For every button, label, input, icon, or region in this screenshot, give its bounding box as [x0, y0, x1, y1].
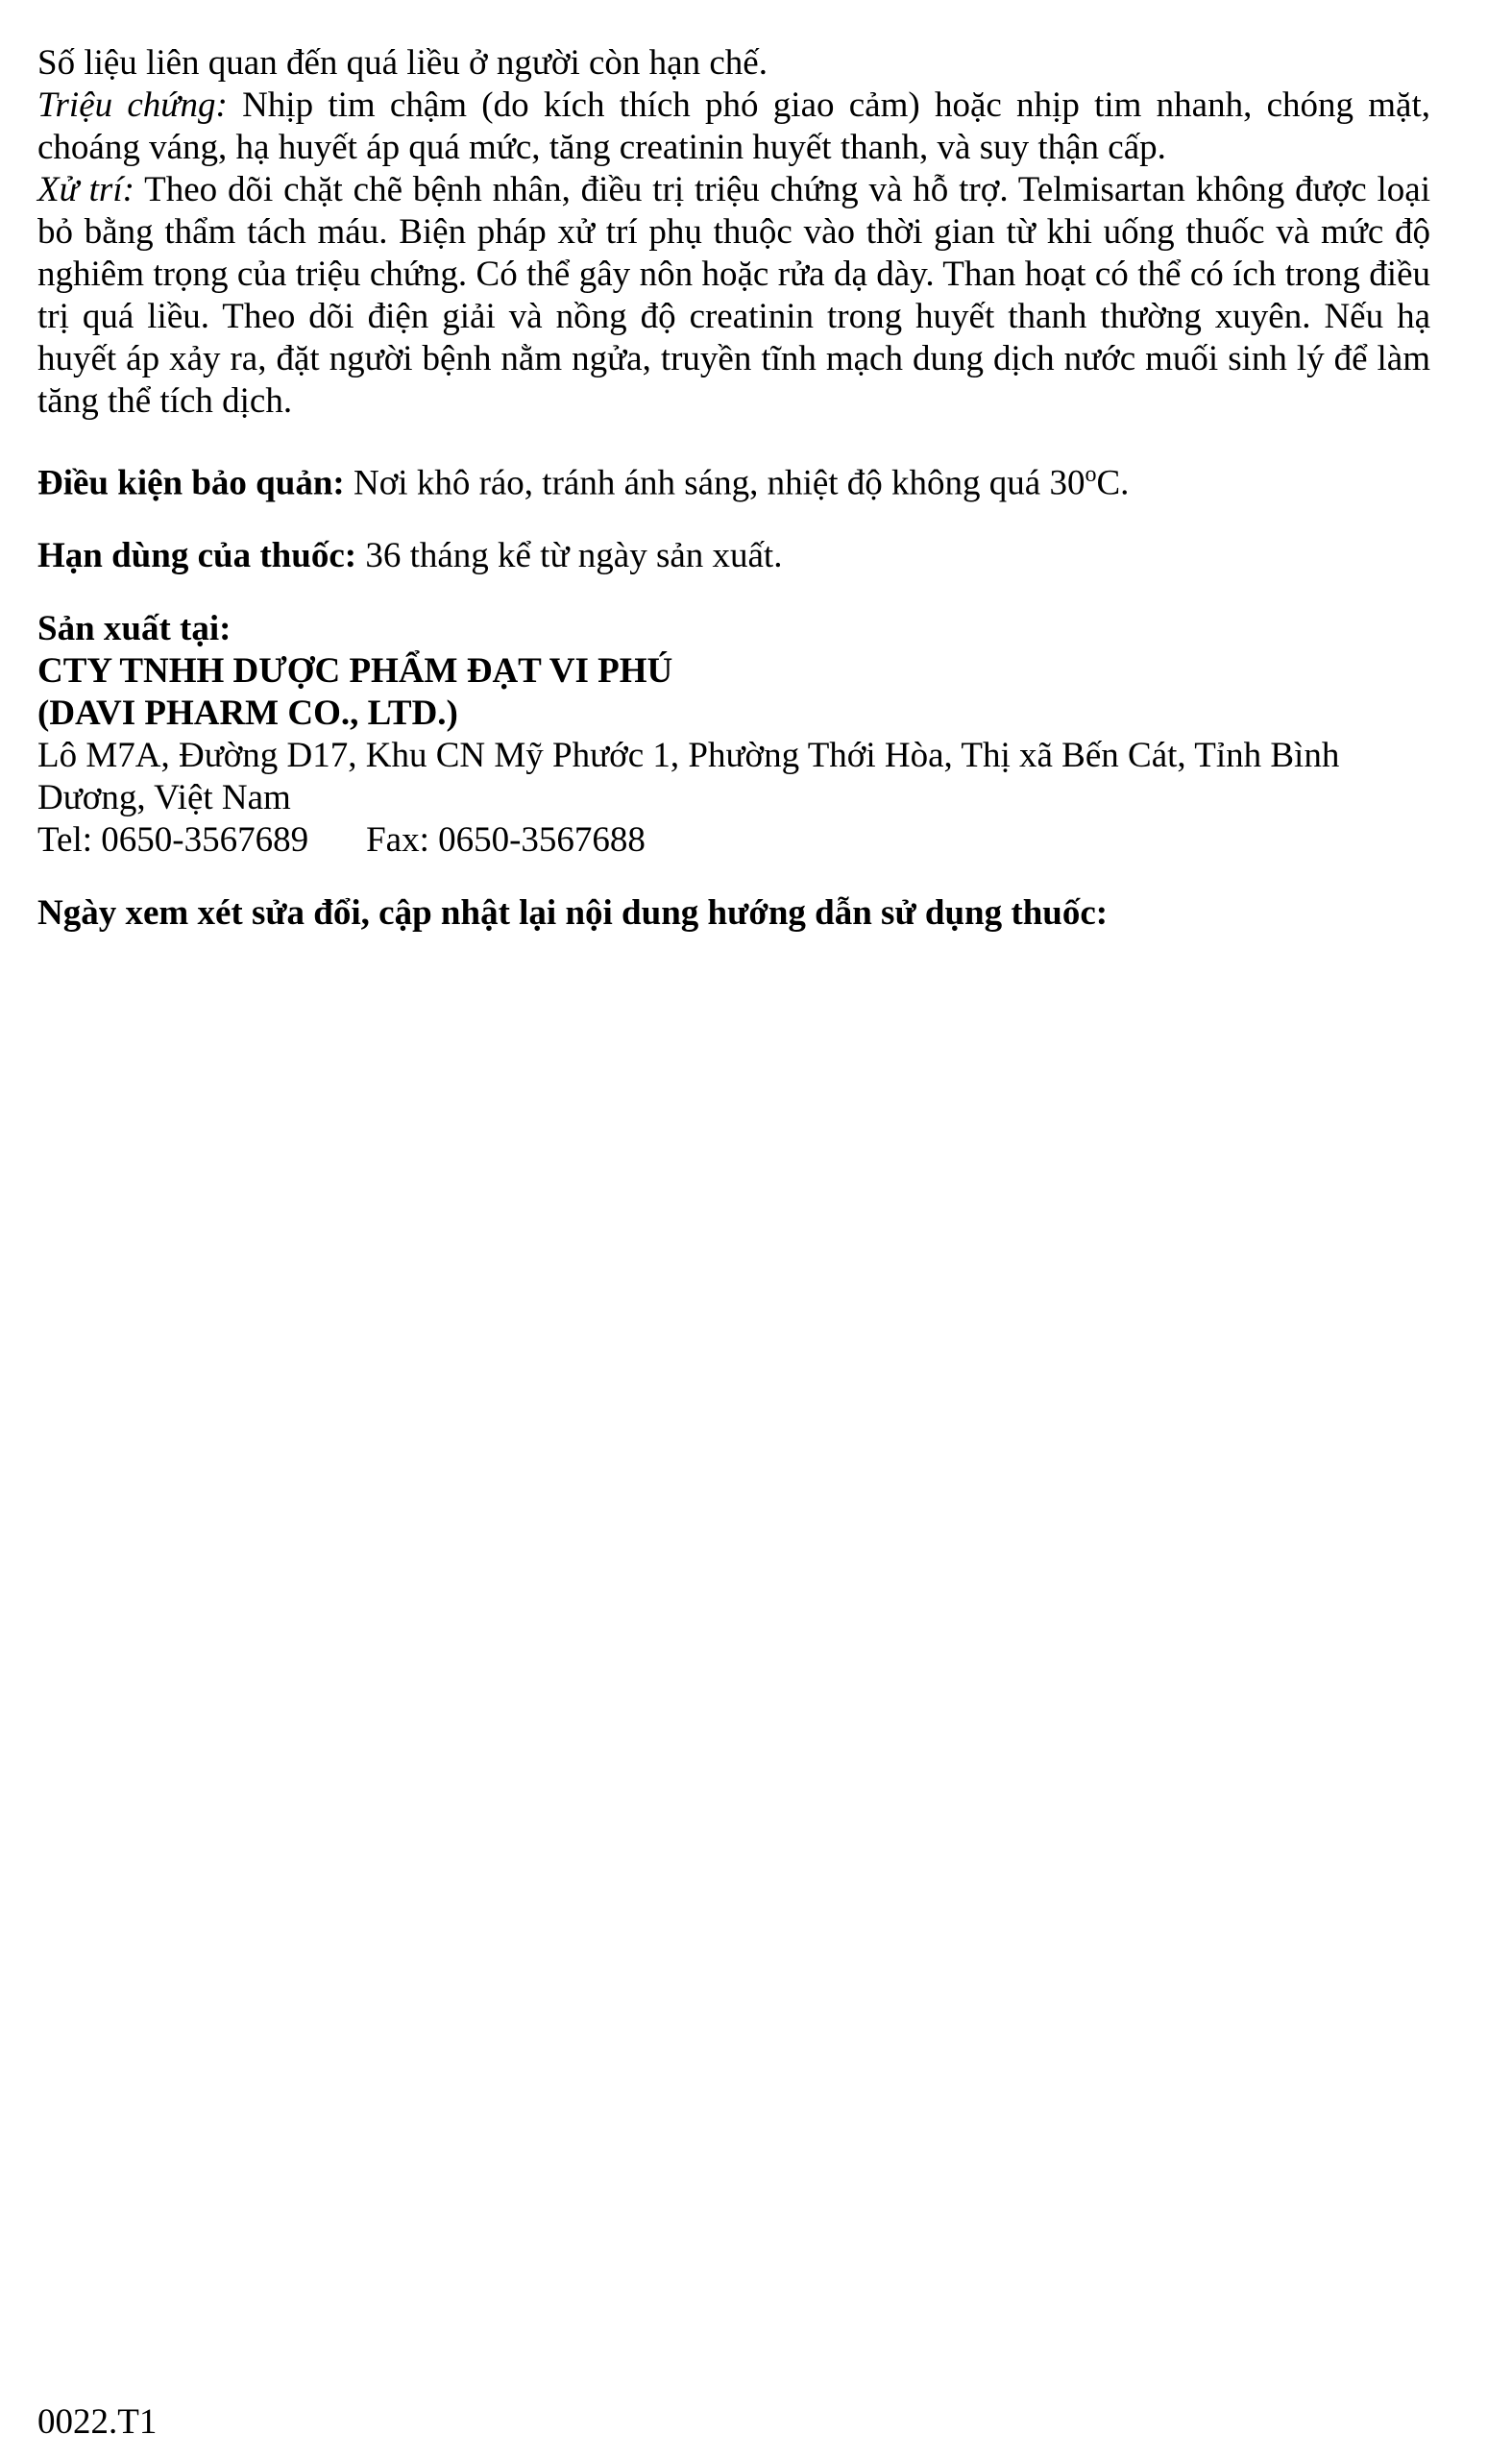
manufacturer-name-vi: CTY TNHH DƯỢC PHẨM ĐẠT VI PHÚ	[37, 651, 673, 692]
storage-unit: C.	[1096, 463, 1130, 503]
document-code: 0022.T1	[37, 2402, 158, 2442]
storage-text: Nơi khô ráo, tránh ánh sáng, nhiệt độ không quá 30	[344, 463, 1085, 503]
treatment-text: Theo dõi chặt chẽ bệnh nhân, điều trị triệu chứng và hỗ trợ. Telmisartan không được loại bỏ bằng thẩm tách máu. Biện pháp xử trí phụ thuộc vào thời gian từ khi uống thuốc và mức độ nghiêm trọng của triệu chứng. Có thể gây nôn hoặc rửa dạ dày. Than hoạt có thể có ích trong điều trị quá liều. Theo dõi điện giải và nồng độ creatinin trong huyết thanh thường xuyên. Nếu hạ huyết áp xảy ra, đặt người bệnh nằm ngửa, truyền tĩnh mạch dung dịch nước muối sinh lý để làm tăng thể tích dịch.	[37, 170, 1431, 421]
overdose-treatment	[37, 169, 1430, 423]
overdose-intro: Số liệu liên quan đến quá liều ở người còn hạn chế.	[37, 43, 768, 83]
overdose-symptoms	[37, 85, 1430, 169]
shelf-life-label: Hạn dùng của thuốc:	[37, 536, 357, 576]
storage-degree: o	[1085, 462, 1097, 487]
storage-conditions	[37, 453, 1430, 504]
symptoms-label: Triệu chứng:	[37, 85, 228, 125]
symptoms-text: Nhịp tim chậm (do kích thích phó giao cảm) hoặc nhịp tim nhanh, chóng mặt, choáng váng, hạ huyết áp quá mức, tăng creatinin huyết thanh, và suy thận cấp.	[37, 85, 1430, 167]
document-body	[37, 42, 1430, 935]
revision-date-label: Ngày xem xét sửa đổi, cập nhật lại nội dung hướng dẫn sử dụng thuốc:	[37, 893, 1109, 934]
manufacturer-tel: Tel: 0650-3567689	[37, 820, 309, 861]
shelf-life-text: 36 tháng kể từ ngày sản xuất.	[356, 536, 783, 576]
storage-label: Điều kiện bảo quản:	[37, 463, 345, 503]
shelf-life	[37, 535, 1430, 577]
manufacturer-address: Lô M7A, Đường D17, Khu CN Mỹ Phước 1, Phường Thới Hòa, Thị xã Bến Cát, Tỉnh Bình Dương, Việt Nam	[37, 736, 1340, 818]
manufacturer-contact	[37, 819, 1430, 862]
treatment-label: Xử trí:	[37, 170, 134, 209]
manufacturer-name-en: (DAVI PHARM CO., LTD.)	[37, 694, 458, 734]
manufacturer-fax: Fax: 0650-3567688	[366, 820, 646, 861]
manufacturer-label: Sản xuất tại:	[37, 609, 232, 649]
